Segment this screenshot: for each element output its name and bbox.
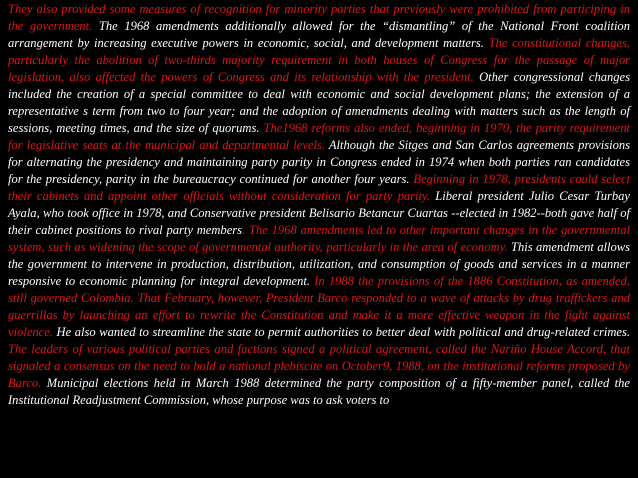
text-segment-red: In 1988 the provisions of the 1886 Constitution, as amended, still governed Colombia. That February, however, President Barco responded to a wave of attacks by drug traffickers and guerrillas by launching an effort to rewrite the Constitution and make it a more effective weapon in the fight against violence. — [8, 274, 630, 339]
text-segment-white: This amendment allows the government to intervene in production, distribution, utilization, and consumption of goods and services in a manner responsive to economic planning for integral development. — [8, 240, 630, 288]
text-segment-red: The leaders of various political parties and factions signed a political agreement, called the Nariño House Accord, that signaled a consensus on the need to hold a national plebiscite on October9, 1988, on the institutional reforms proposed by Barco. — [8, 342, 630, 390]
text-segment-white: Although the Sitges and San Carlos agreements provisions for alternating the presidency and maintaining party parity in Congress ended in 1974 when both parties ran candidates for the presidency, parity in the bureaucracy continued for another four years. — [8, 138, 631, 186]
text-segment-red: The constitutional changes, particularly the abolition of two-thirds majority requirement in both houses of Congress for the passage of major legislation, also affected the powers of Congress and its relationship with the president. — [8, 36, 630, 84]
text-segment-white: Other congressional changes included the creation of a special committee to deal with economic and social development plans; the extension of a representative s term from two to four year; and the adoption of amendments dealing with matters such as the length of sessions, meeting times, and the size of quorums. — [8, 70, 630, 135]
text-segment-red: They also provided some measures of recognition for minority parties that previously were prohibited from participing in the government. — [8, 2, 630, 33]
text-segment-white: The 1968 amendments additionally allowed for the “dismantling” of the National Front coalition arrangement by increasing executive powers in economic, social, and development matters. — [8, 19, 630, 50]
text-segment-white: He also wanted to streamline the state to permit authorities to better deal with political and drug-related crimes. — [52, 325, 630, 339]
text-segment-red: Beginning in 1978, presidents could select their cabinets and appoint other officials without consideration for party parity. — [8, 172, 630, 203]
text-segment-white: Municipal elections held in March 1988 determined the party composition of a fifty-member panel, called the Institutional Readjustment Commission, whose purpose was to ask voters to — [8, 376, 630, 407]
text-segment-white: Liberal president Julio Cesar Turbay Ayala, who took office in 1978, and Conservative president Belisario Betancur Cuartas --elected in 1982--both gave half of their cabinet positions to rival party members — [8, 189, 631, 237]
text-segment-red: The1968 reforms also ended, beginning in 1970, the parity requirement for legislative seats at the municipal and departmental levels. — [8, 121, 630, 152]
body-paragraph — [8, 1, 630, 409]
text-segment-red: . The 1968 amendments led to other important changes in the governmental system, such as widening the scope of governmental authority, particularly in the area of economy. — [8, 223, 630, 254]
